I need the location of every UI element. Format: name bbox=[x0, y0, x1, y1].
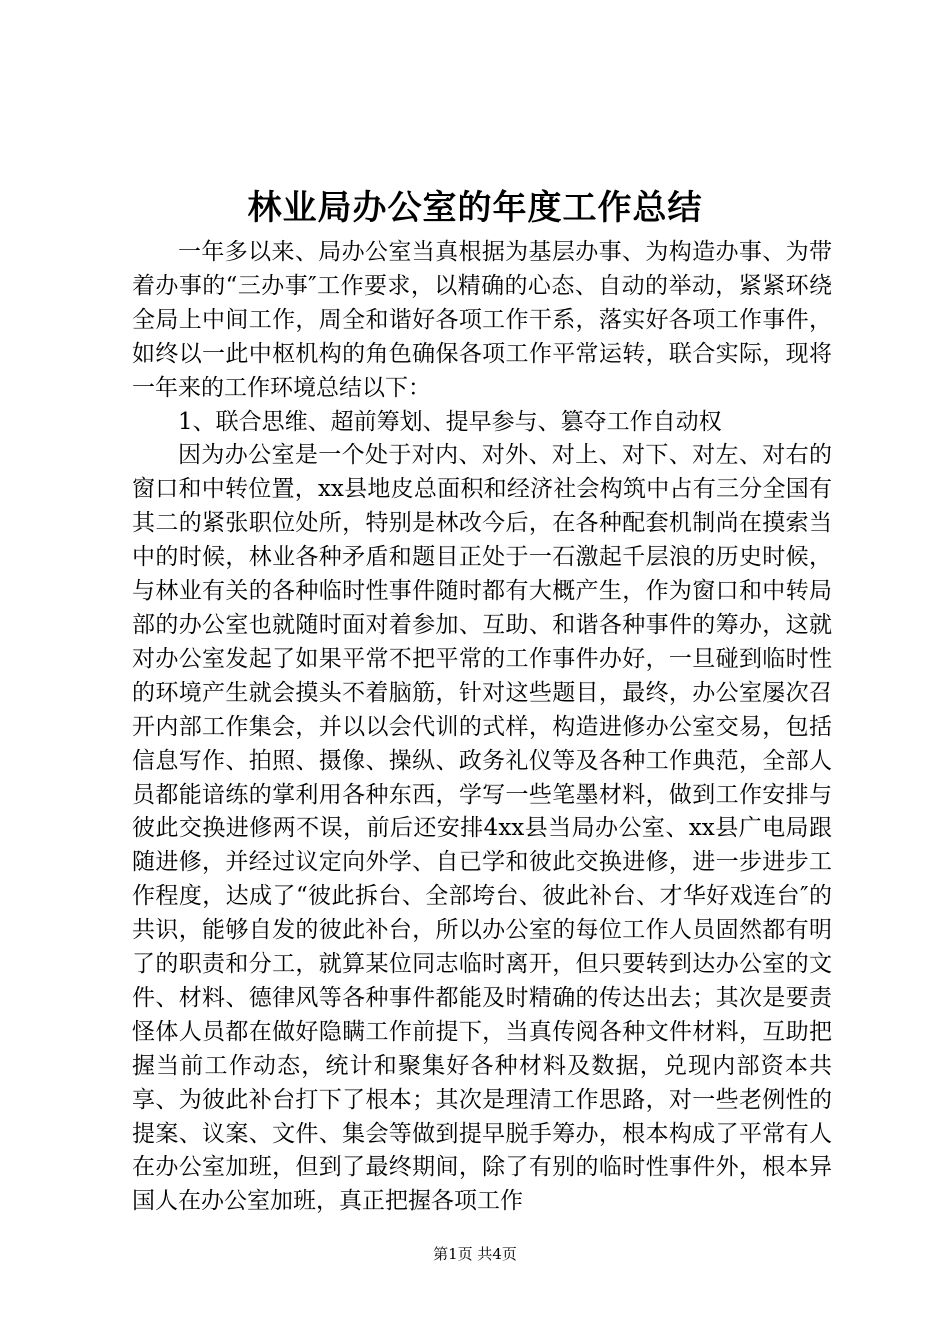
body-paragraph: 因为办公室是一个处于对内、对外、对上、对下、对左、对右的窗口和中转位置，xx县地皮总面积和经济社会构筑中占有三分全国有其二的紧张职位处所，特别是林改今后，在各种配套机制尚在摸索当中的时候，林业各种矛盾和题目正处于一石激起千层浪的历史时候，与林业有关的各种临时性事件随时都有大概产生，作为窗口和中转局部的办公室也就随时面对着参加、互助、和谐各种事件的筹办，这就对办公室发起了如果平常不把平常的工作事件办好，一旦碰到临时性的环境产生就会摸头不着脑筋，针对这些题目，最终，办公室屡次召开内部工作集会，并以以会代训的式样，构造进修办公室交易，包括信息写作、拍照、摄像、操纵、政务礼仪等及各种工作典范，全部人员都能谙练的掌利用各种东西，学写一些笔墨材料，做到工作安排与彼此交换进修两不误，前后还安排4xx县当局办公室、xx县广电局跟随进修，并经过议定向外学、自已学和彼此交换进修，进一步进步工作程度，达成了“彼此拆台、全部垮台、彼此补台、才华好戏连台″的共识，能够自发的彼此补台，所以办公室的每位工作人员固然都有明了的职责和分工，就算某位同志临时离开，但只要转到达办公室的文件、材料、德律风等各种事件都能及时精确的传达出去；其次是要责怪体人员都在做好隐瞒工作前提下，当真传阅各种文件材料，互助把握当前工作动态，统计和聚集好各种材料及数据，兑现内部资本共享、为彼此补台打下了根本；其次是理清工作思路，对一些老例性的提案、议案、文件、集会等做到提早脱手筹办，根本构成了平常有人在办公室加班，但到了最终期间，除了有别的临时性事件外，根本异国人在办公室加班，真正把握各项工作 bbox=[132, 442, 832, 1215]
section-heading: 1、联合思维、超前筹划、提早参与、篡夺工作自动权 bbox=[178, 408, 722, 435]
document-body bbox=[132, 236, 832, 1219]
page-number-footer: 第1页 共4页 bbox=[433, 1245, 517, 1263]
document-title: 林业局办公室的年度工作总结 bbox=[247, 188, 703, 228]
intro-paragraph: 一年多以来、局办公室当真根据为基层办事、为构造办事、为带着办事的“三办事″工作要求，以精确的心态、自动的举动，紧紧环绕全局上中间工作，周全和谐好各项工作干系，落实好各项工作事件，如终以一此中枢机构的角色确保各项工作平常运转，联合实际，现将一年来的工作环境总结以下： bbox=[132, 239, 832, 401]
